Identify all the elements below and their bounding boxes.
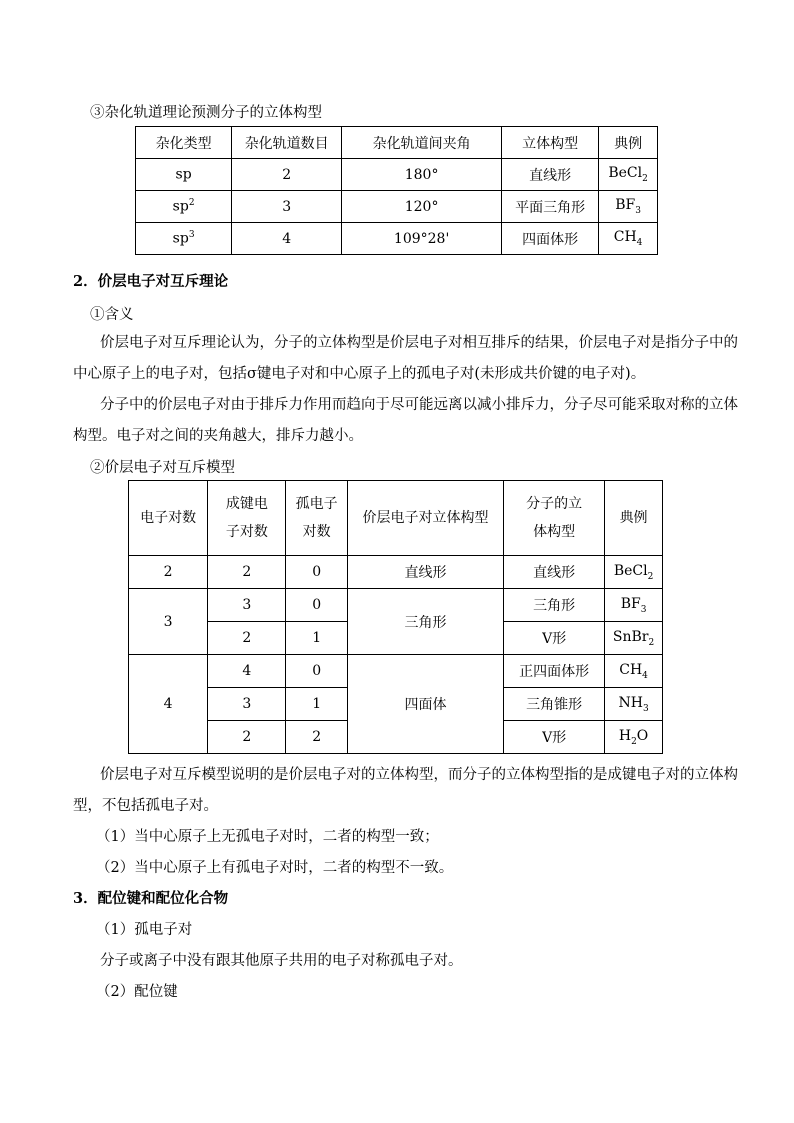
bonding-pairs-cell: 2	[208, 622, 286, 655]
orbital-count-cell: 2	[232, 159, 342, 191]
header-cell: 立体构型	[502, 127, 599, 159]
lone-pairs-cell: 0	[286, 589, 347, 622]
list-item: （2）当中心原子上有孤电子对时，二者的构型不一致。	[96, 860, 454, 876]
header-cell: 孤电子 对数	[286, 481, 347, 556]
example-cell: $NH_3$	[605, 688, 663, 721]
hybridization-table	[135, 126, 658, 255]
bonding-pairs-cell: 3	[208, 589, 286, 622]
paragraph-line: 分子中的价层电子对由于排斥力作用而趋向于尽可能远离以减小排斥力，分子尽可能采取对称的立体	[100, 397, 738, 413]
bonding-pairs-cell: 4	[208, 655, 286, 688]
table-row	[129, 556, 663, 589]
paragraph-line: 价层电子对互斥模型说明的是价层电子对的立体构型，而分子的立体构型指的是成键电子对的立体构	[100, 767, 738, 783]
example-cell: BeCl$_2$	[605, 556, 663, 589]
header-cell: 价层电子对立体构型	[347, 481, 503, 556]
header-cell: 分子的立 体构型	[504, 481, 605, 556]
table-header-row	[129, 481, 663, 556]
vsepr-shape-cell: 三角形	[347, 589, 503, 655]
example-cell: $CH_4$	[599, 223, 658, 255]
subheading-model: ②价层电子对互斥模型	[90, 460, 235, 476]
lone-pairs-cell: 2	[286, 721, 347, 754]
subheading-coordinate-bond: （2）配位键	[96, 984, 178, 1000]
lone-pairs-cell: 1	[286, 622, 347, 655]
example-cell: BeCl$_2$	[599, 159, 658, 191]
table-row	[136, 223, 658, 255]
electron-pairs-cell: 2	[129, 556, 208, 589]
angle-cell: 120°	[342, 191, 502, 223]
paragraph-line: 型，不包括孤电子对。	[73, 798, 218, 814]
subheading-lone-pair: （1）孤电子对	[96, 922, 193, 938]
molecular-shape-cell: 正四面体形	[504, 655, 605, 688]
example-cell: SnBr$_2$	[605, 622, 663, 655]
hybrid-type-cell: $sp^3$	[136, 223, 232, 255]
section-heading-vsepr: 2．价层电子对互斥理论	[73, 273, 229, 290]
example-cell: $H_2O$	[605, 721, 663, 754]
section-heading-hybridization: ③杂化轨道理论预测分子的立体构型	[90, 105, 322, 121]
molecular-shape-cell: 三角形	[504, 589, 605, 622]
shape-cell: 平面三角形	[502, 191, 599, 223]
header-cell: 典例	[605, 481, 663, 556]
bonding-pairs-cell: 2	[208, 721, 286, 754]
angle-cell: 180°	[342, 159, 502, 191]
lone-pairs-cell: 0	[286, 655, 347, 688]
section-heading-coordination: 3．配位键和配位化合物	[73, 890, 229, 907]
example-cell: $BF_3$	[599, 191, 658, 223]
molecular-shape-cell: V形	[504, 721, 605, 754]
molecular-shape-cell: 三角锥形	[504, 688, 605, 721]
bonding-pairs-cell: 3	[208, 688, 286, 721]
shape-cell: 四面体形	[502, 223, 599, 255]
header-cell: 杂化类型	[136, 127, 232, 159]
example-cell: $BF_3$	[605, 589, 663, 622]
paragraph-line: 构型。电子对之间的夹角越大，排斥力越小。	[73, 428, 363, 444]
molecular-shape-cell: V形	[504, 622, 605, 655]
vsepr-shape-cell: 四面体	[347, 655, 503, 754]
orbital-count-cell: 4	[232, 223, 342, 255]
header-cell: 电子对数	[129, 481, 208, 556]
paragraph-line: 价层电子对互斥理论认为，分子的立体构型是价层电子对相互排斥的结果，价层电子对是指分子中的	[100, 335, 738, 351]
table-row	[129, 655, 663, 688]
table-row	[136, 191, 658, 223]
vsepr-table	[128, 480, 663, 754]
table-row	[136, 159, 658, 191]
example-cell: $CH_4$	[605, 655, 663, 688]
header-cell: 典例	[599, 127, 658, 159]
molecular-shape-cell: 直线形	[504, 556, 605, 589]
header-cell: 杂化轨道间夹角	[342, 127, 502, 159]
hybrid-type-cell: sp	[136, 159, 232, 191]
table-row	[129, 589, 663, 622]
header-cell: 成键电 子对数	[208, 481, 286, 556]
vsepr-shape-cell: 直线形	[347, 556, 503, 589]
electron-pairs-cell: 3	[129, 589, 208, 655]
lone-pairs-cell: 0	[286, 556, 347, 589]
angle-cell: 109°28'	[342, 223, 502, 255]
header-cell: 杂化轨道数目	[232, 127, 342, 159]
shape-cell: 直线形	[502, 159, 599, 191]
paragraph-line: 分子或离子中没有跟其他原子共用的电子对称孤电子对。	[100, 953, 463, 969]
bonding-pairs-cell: 2	[208, 556, 286, 589]
orbital-count-cell: 3	[232, 191, 342, 223]
hybrid-type-cell: $sp^2$	[136, 191, 232, 223]
subheading-meaning: ①含义	[90, 307, 134, 323]
table-header-row	[136, 127, 658, 159]
list-item: （1）当中心原子上无孤电子对时，二者的构型一致；	[96, 829, 439, 845]
lone-pairs-cell: 1	[286, 688, 347, 721]
electron-pairs-cell: 4	[129, 655, 208, 754]
paragraph-line: 中心原子上的电子对，包括σ键电子对和中心原子上的孤电子对(未形成共价键的电子对)。	[73, 366, 646, 382]
